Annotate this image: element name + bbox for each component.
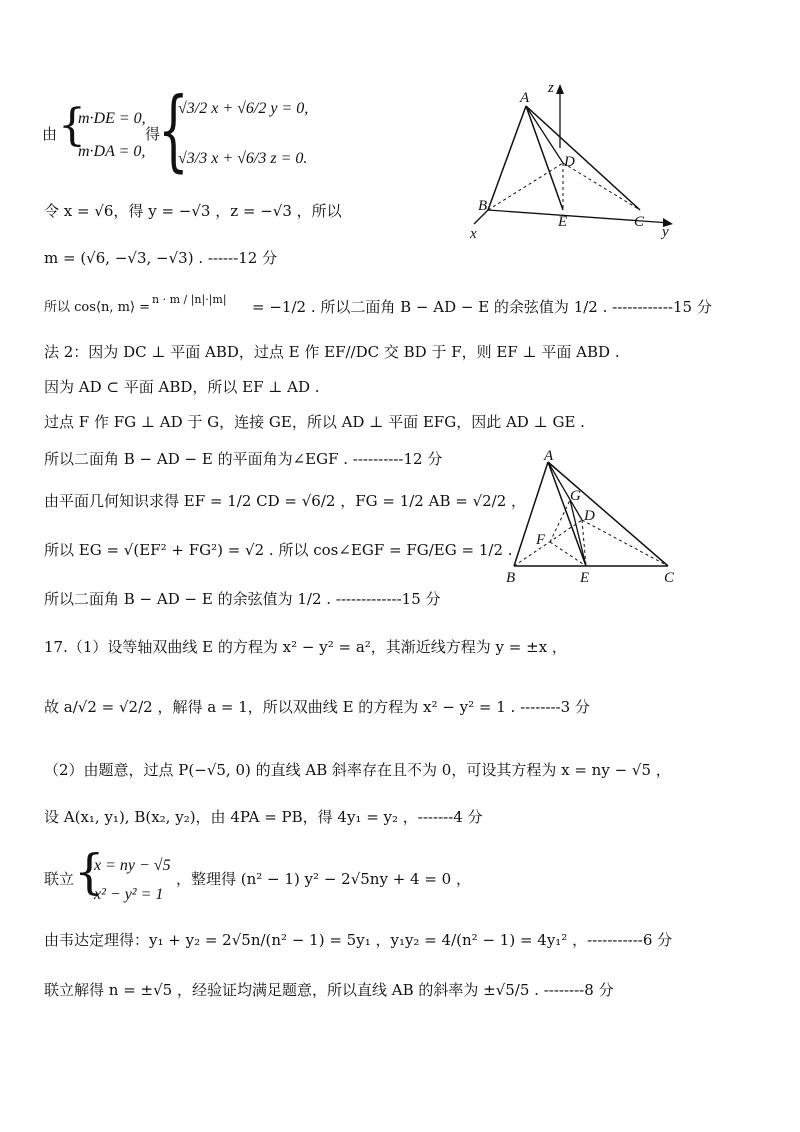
brace-3: { xyxy=(74,844,105,900)
line-16-prefix: 联立 xyxy=(44,870,75,888)
line-15: 设 A(x₁, y₁), B(x₂, y₂)，由 4PA = PB，得 4y₁ = y₂ ，-------4 分 xyxy=(44,808,483,826)
label-D: D xyxy=(564,154,575,170)
line-13: 故 a/√2 = √2/2 ，解得 a = 1，所以双曲线 E 的方程为 x² − y² = 1 . --------3 分 xyxy=(44,698,590,716)
system-3-eq2: x² − y² = 1 xyxy=(94,886,164,903)
line-5: 法 2：因为 DC ⊥ 平面 ABD，过点 E 作 EF//DC 交 BD 于 F，则 EF ⊥ 平面 ABD . xyxy=(44,343,620,361)
edge-AE xyxy=(526,106,563,210)
brace-2: { xyxy=(158,78,189,181)
line-6: 因为 AD ⊂ 平面 ABD，所以 EF ⊥ AD . xyxy=(44,378,320,396)
label-A: A xyxy=(520,90,530,106)
label-C: C xyxy=(664,570,675,586)
label-E: E xyxy=(558,214,568,230)
edge-DC xyxy=(563,163,640,210)
line-1-prefix: 由 xyxy=(42,125,58,143)
system-3-eq1: x = ny − √5 xyxy=(94,857,171,874)
edge-AC xyxy=(526,106,640,210)
label-G: G xyxy=(570,488,581,504)
line-18: 联立解得 n = ±√5 ，经验证均满足题意，所以直线 AB 的斜率为 ±√5/5 . --------8 分 xyxy=(44,981,614,999)
z-axis-arrow xyxy=(556,84,564,94)
line-9: 由平面几何知识求得 EF = 1/2 CD = √6/2 ，FG = 1/2 AB = √2/2 ， xyxy=(44,492,527,510)
label-A: A xyxy=(544,448,554,464)
line-4-b: n · m / |n|·|m| xyxy=(152,293,227,306)
label-C: C xyxy=(634,214,645,230)
edge-FG xyxy=(550,500,570,542)
line-8: 所以二面角 B − AD − E 的平面角为∠EGF . ----------12 分 xyxy=(44,450,443,468)
diagram-tetrahedron-axes xyxy=(460,78,690,243)
label-E: E xyxy=(580,570,590,586)
line-4-c: = −1/2 . 所以二面角 B − AD − E 的余弦值为 1/2 . ------------15 分 xyxy=(252,298,712,316)
label-B: B xyxy=(478,198,488,214)
line-1-get: 得 xyxy=(145,125,161,143)
line-3: m = (√6, −√3, −√3) . ------12 分 xyxy=(44,249,278,267)
edge-AB xyxy=(488,106,526,210)
system-2-eq2: √3/3 x + √6/3 z = 0. xyxy=(178,150,308,167)
label-y: y xyxy=(662,224,669,240)
label-B: B xyxy=(506,570,516,586)
edge-AB xyxy=(514,462,548,566)
label-D: D xyxy=(584,508,595,524)
brace-1: { xyxy=(58,100,86,151)
diagram-tetrahedron-fg xyxy=(500,448,690,588)
line-14: （2）由题意，过点 P(−√5, 0) 的直线 AB 斜率存在且不为 0，可设其方程为 x = ny − √5 ， xyxy=(44,761,671,779)
edge-DC xyxy=(582,520,668,566)
line-11: 所以二面角 B − AD − E 的余弦值为 1/2 . -------------15 分 xyxy=(44,590,441,608)
line-17: 由韦达定理得：y₁ + y₂ = 2√5n/(n² − 1) = 5y₁ ，y₁y₂ = 4/(n² − 1) = 4y₁² ，-----------6 分 xyxy=(44,931,673,949)
line-2: 令 x = √6，得 y = −√3 ，z = −√3 ，所以 xyxy=(44,202,342,220)
label-x: x xyxy=(470,226,477,242)
system-1-eq2: m·DA = 0, xyxy=(78,143,146,160)
line-7: 过点 F 作 FG ⊥ AD 于 G，连接 GE，所以 AD ⊥ 平面 EFG，因此 AD ⊥ GE . xyxy=(44,413,585,431)
label-F: F xyxy=(536,532,546,548)
system-1-eq1: m·DE = 0, xyxy=(78,110,146,127)
label-z: z xyxy=(548,80,554,96)
line-10: 所以 EG = √(EF² + FG²) = √2 . 所以 cos∠EGF = FG/EG = 1/2 . xyxy=(44,541,513,559)
line-4-a: 所以 cos⟨n, m⟩ = xyxy=(44,300,151,315)
line-12: 17.（1）设等轴双曲线 E 的方程为 x² − y² = a²，其渐近线方程为 y = ±x ， xyxy=(44,638,567,656)
line-16-rest: ，整理得 (n² − 1) y² − 2√5ny + 4 = 0 ， xyxy=(176,870,471,888)
edge-AC xyxy=(548,462,668,566)
system-2-eq1: √3/2 x + √6/2 y = 0, xyxy=(178,100,309,117)
edge-BD xyxy=(488,163,563,210)
